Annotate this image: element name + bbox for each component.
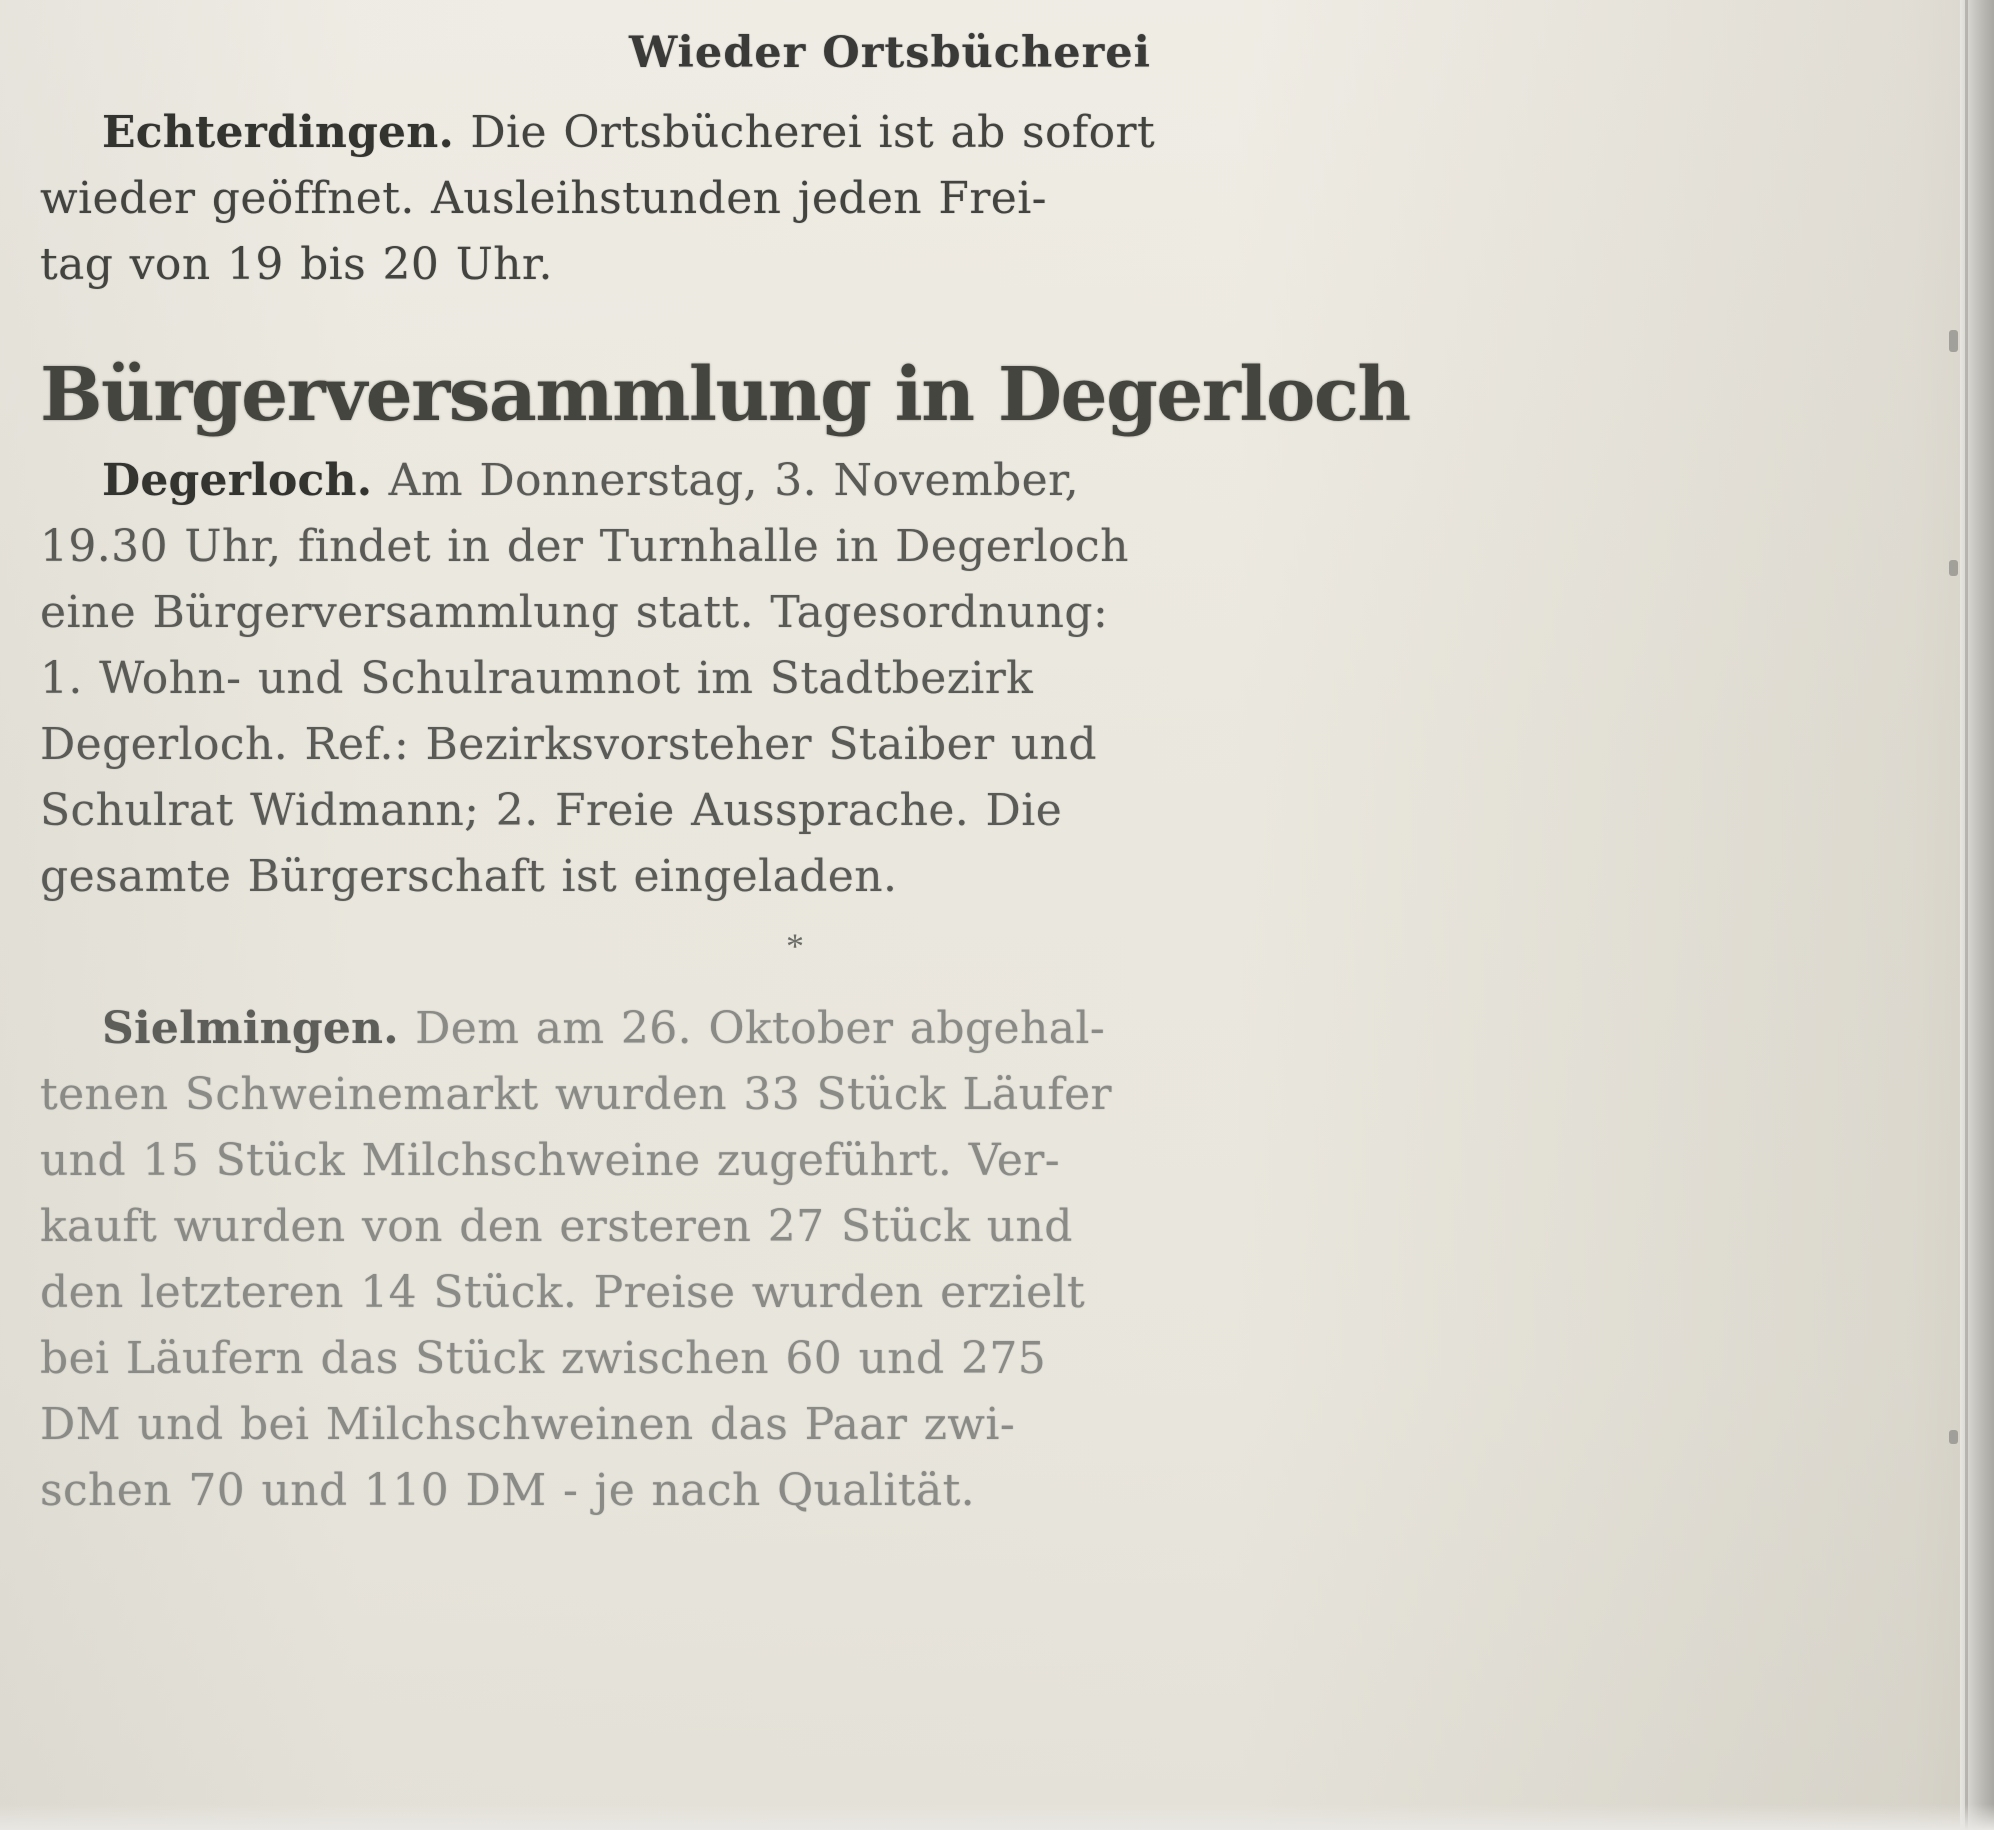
article-line: bei Läufern das Stück zwischen 60 und 275 [40,1333,1047,1384]
scan-artifact [1949,1430,1958,1444]
article-line: tenen Schweinemarkt wurden 33 Stück Läufer [40,1069,1112,1120]
article-body-line [40,1392,1720,1458]
article-line: wieder geöffnet. Ausleihstunden jeden Frei- [40,173,1047,224]
article-body-line [40,580,1720,646]
article-body-line [40,232,1720,298]
article-body-line [40,712,1720,778]
article-line: Schulrat Widmann; 2. Freie Aussprache. Die [40,785,1063,836]
article-dateline: Sielmingen. [102,1003,399,1054]
article-body-line [40,778,1720,844]
article-body-line [40,1194,1720,1260]
article-line: 19.30 Uhr, findet in der Turnhalle in Degerloch [40,521,1129,572]
article-body-line [40,166,1720,232]
article-line: Die Ortsbücherei ist ab sofort [470,107,1156,158]
article-body-line [40,1062,1720,1128]
article-buergerversammlung [40,352,1720,910]
article-body-line [40,1128,1720,1194]
article-body-line [40,1326,1720,1392]
article-dateline: Echterdingen. [102,107,454,158]
article-line: 1. Wohn- und Schulraumnot im Stadtbezirk [40,653,1034,704]
section-separator: * [786,926,804,966]
article-line: Degerloch. Ref.: Bezirksvorsteher Staiber und [40,719,1097,770]
article-body [40,100,1720,166]
article-body-line [40,646,1720,712]
article-ortsbuecherei [40,28,1720,298]
article-headline: Wieder Ortsbücherei [629,28,1151,78]
article-body-line [40,514,1720,580]
page-bottom-edge [0,1804,1994,1830]
article-body [40,996,1720,1062]
article-body-line [40,1260,1720,1326]
scan-artifact [1949,560,1958,576]
article-sielmingen-schweinemarkt [40,996,1720,1524]
article-line: und 15 Stück Milchschweine zugeführt. Ver- [40,1135,1060,1186]
article-column [40,28,1720,1524]
article-line: Dem am 26. Oktober abgehal- [415,1003,1106,1054]
article-line: tag von 19 bis 20 Uhr. [40,239,553,290]
article-line: eine Bürgerversammlung statt. Tagesordnung: [40,587,1109,638]
scan-artifact [1949,330,1958,352]
article-headline: Bürgerversammlung in Degerloch [40,352,1410,438]
article-line: gesamte Bürgerschaft ist eingeladen. [40,851,898,902]
article-dateline: Degerloch. [102,455,373,506]
article-body-line [40,1458,1720,1524]
page-edge-line [1965,0,1968,1830]
article-line: Am Donnerstag, 3. November, [388,455,1080,506]
article-body-line [40,844,1720,910]
article-line: den letzteren 14 Stück. Preise wurden erzielt [40,1267,1086,1318]
article-line: kauft wurden von den ersteren 27 Stück und [40,1201,1073,1252]
article-line: DM und bei Milchschweinen das Paar zwi- [40,1399,1016,1450]
article-line: schen 70 und 110 DM - je nach Qualität. [40,1465,976,1516]
article-body [40,448,1720,514]
